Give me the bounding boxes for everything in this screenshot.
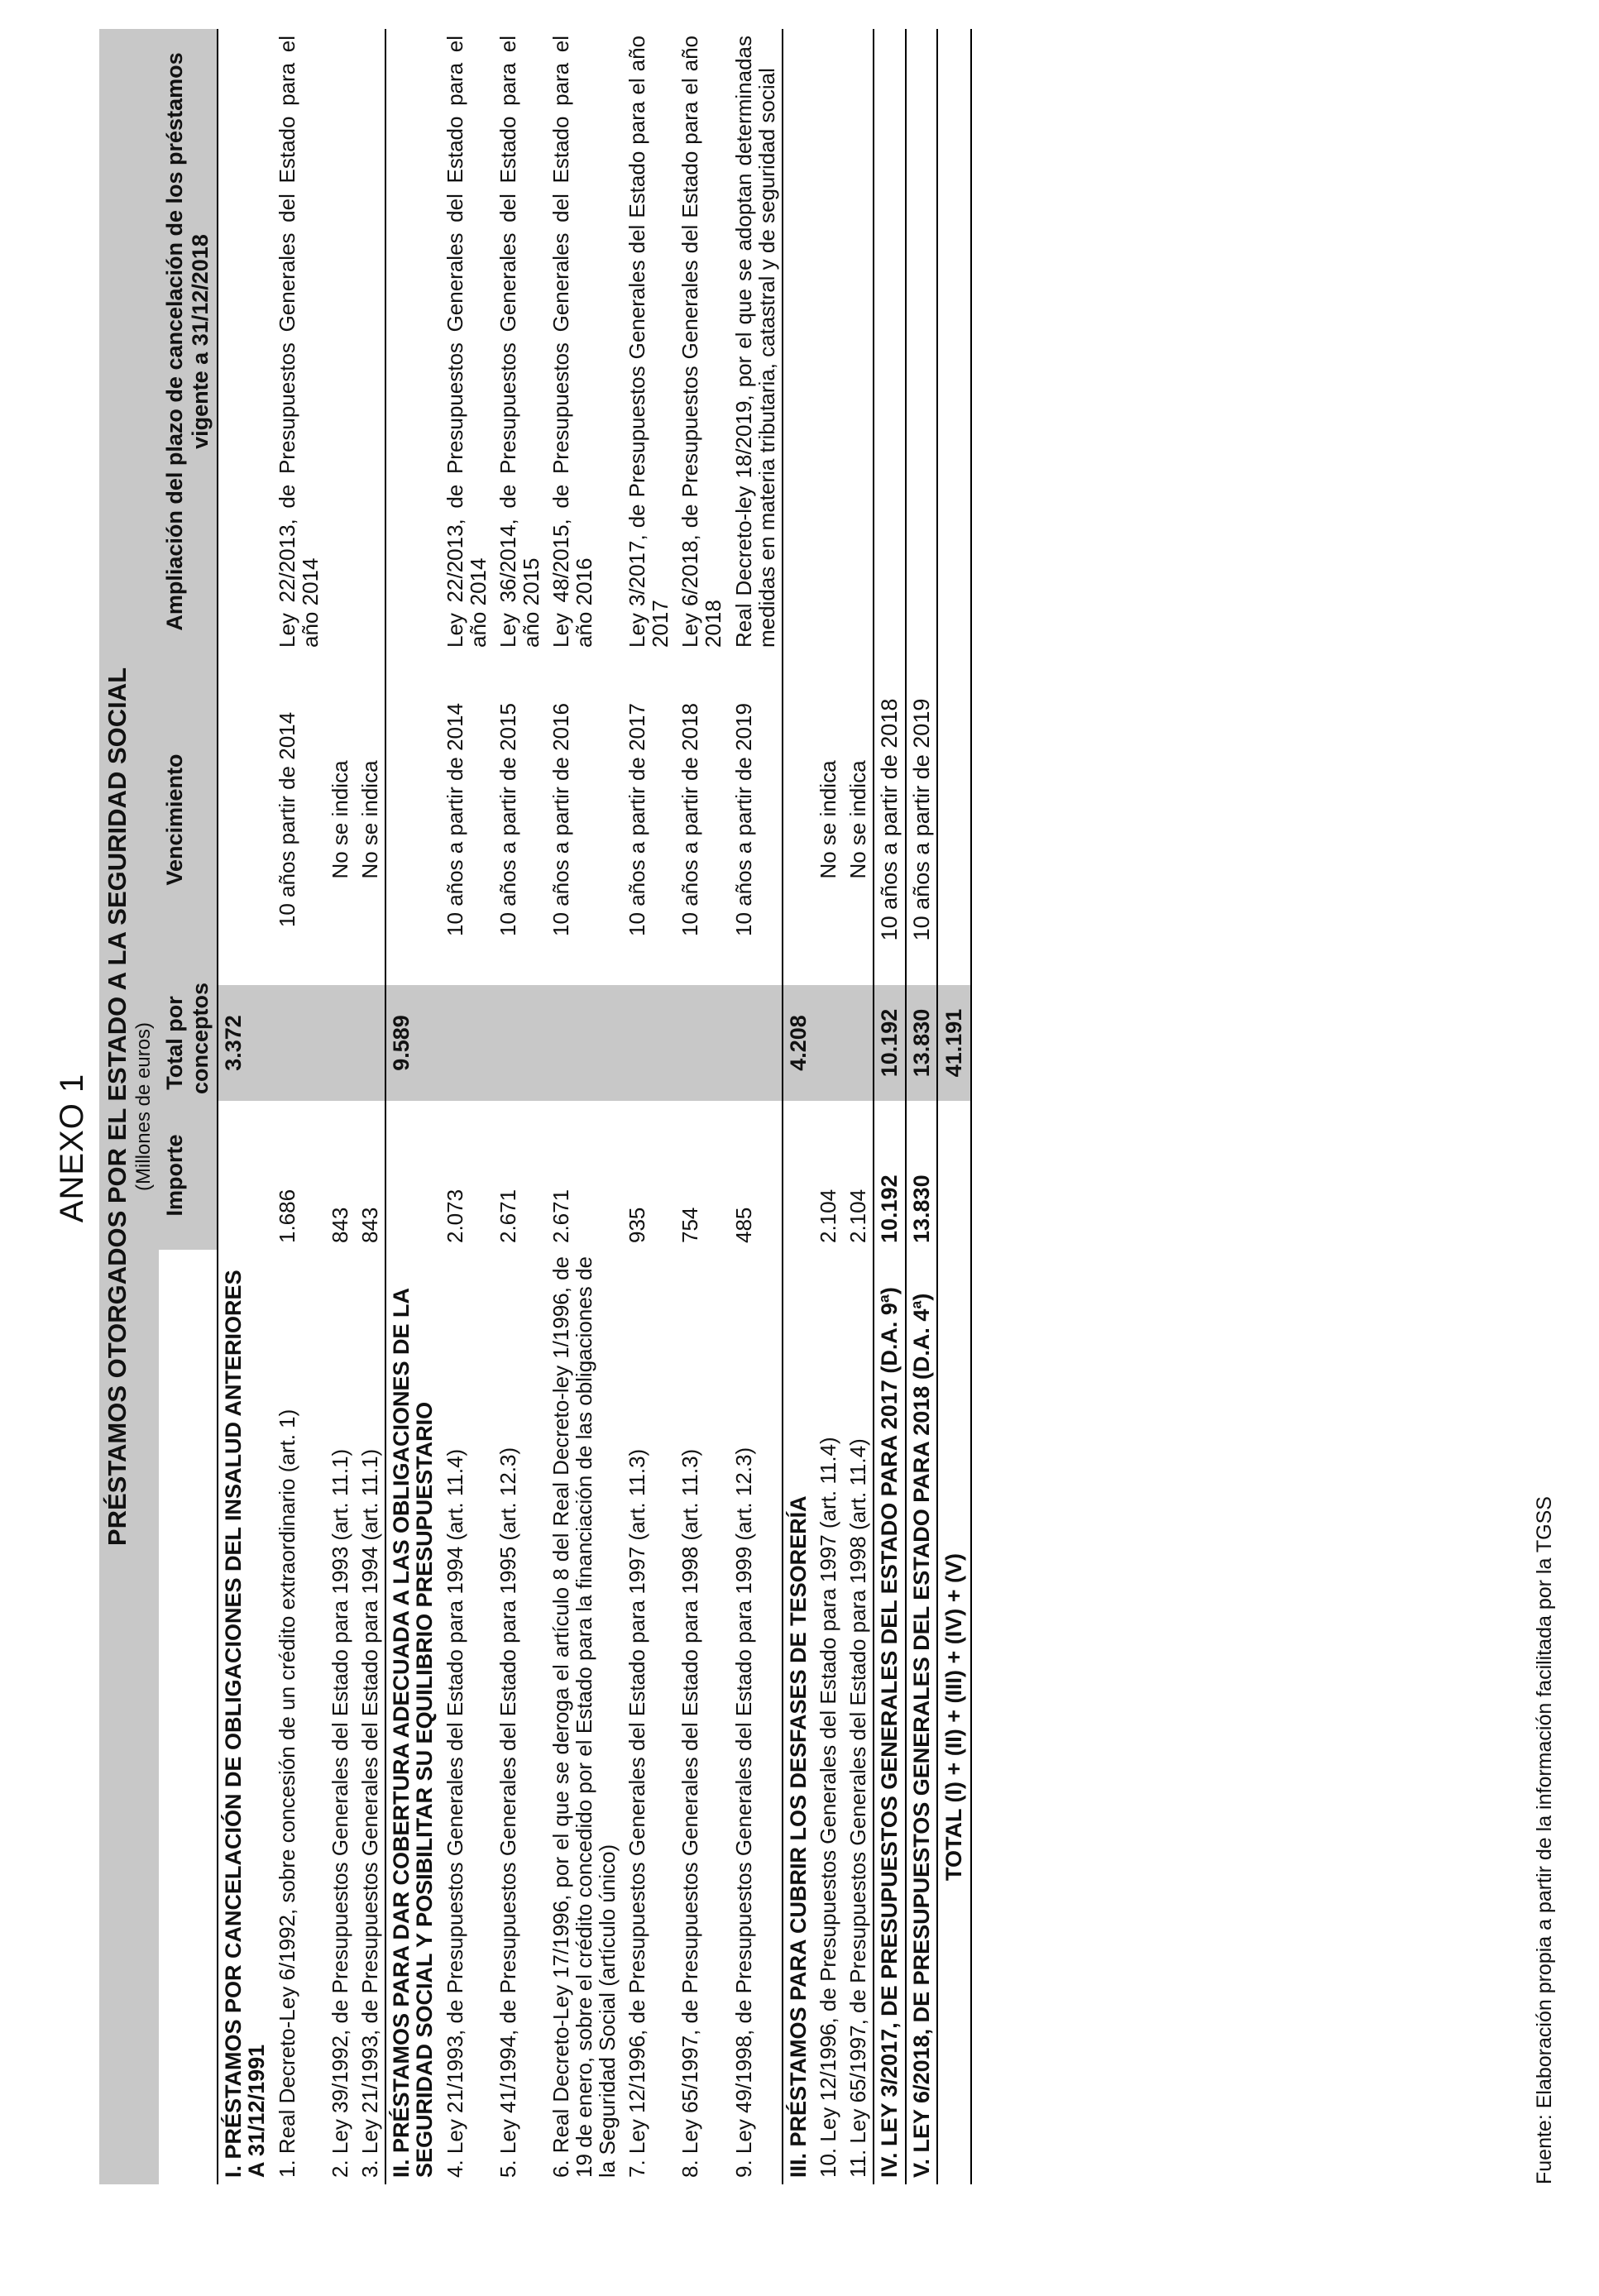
item-vencimiento: 10 años a partir de 2019 <box>730 703 756 936</box>
item-total-empty <box>675 985 728 1101</box>
item-importe: 2.104 <box>816 1189 841 1243</box>
item-vencimiento: 10 años a partir de 2014 <box>442 703 467 936</box>
total-value: 41.191 <box>937 985 971 1101</box>
section-total: 9.589 <box>385 985 440 1101</box>
item-vencimiento: No se indica <box>357 760 382 879</box>
section-venc-empty <box>218 654 272 985</box>
item-description: 5. Ley 41/1994, de Presupuestos Generales del Estado para 1995 (art. 12.3) <box>495 1447 520 2178</box>
item-importe: 2.671 <box>495 1189 520 1243</box>
item-vencimiento: No se indica <box>845 760 871 879</box>
item-importe: 754 <box>677 1207 703 1243</box>
item-importe: 843 <box>357 1207 382 1243</box>
item-total-empty <box>272 985 325 1101</box>
item-vencimiento: 10 años a partir de 2017 <box>625 703 650 936</box>
header-row <box>159 29 218 2184</box>
section-importe-empty <box>385 1101 440 1250</box>
item-total-empty <box>440 985 493 1101</box>
item-ampliacion <box>355 29 385 654</box>
item-vencimiento: 10 años a partir de 2016 <box>548 703 573 936</box>
item-importe: 2.671 <box>548 1189 573 1243</box>
section-ampl-empty <box>783 29 813 654</box>
section-label: II. PRÉSTAMOS PARA DAR COBERTURA ADECUADA A LAS OBLIGACIONES DE LA SEGURIDAD SOCIAL Y POSIBILITAR SU EQUILIBRIO PRESUPUESTARIO <box>385 1250 440 2184</box>
header-ampliacion: Ampliación del plazo de cancelación de los préstamos vigente a 31/12/2018 <box>162 52 213 631</box>
table-title-row <box>99 29 159 2184</box>
section-venc-empty <box>783 654 813 985</box>
item-ampliacion <box>843 29 874 654</box>
item-importe: 2.073 <box>442 1189 467 1243</box>
item-total-empty <box>813 985 843 1101</box>
header-total: Total por conceptos <box>162 982 213 1094</box>
total-venc-empty <box>937 654 971 985</box>
table-title: PRÉSTAMOS OTORGADOS POR EL ESTADO A LA SEGURIDAD SOCIAL <box>103 667 132 1547</box>
item-ampliacion: Real Decreto-ley 18/2019, por el que se adoptan determinadas medidas en materia tributaria, catastral y de seguridad social <box>730 36 779 648</box>
item-ampliacion <box>813 29 843 654</box>
section-ampl-empty <box>218 29 272 654</box>
section-importe-empty <box>783 1101 813 1250</box>
table-subtitle: (Millones de euros) <box>132 1021 155 1192</box>
item-ampliacion: Ley 22/2013, de Presupuestos Generales del Estado para el año 2014 <box>442 36 491 648</box>
item-description: 7. Ley 12/1996, de Presupuestos Generales del Estado para 1997 (art. 11.3) <box>625 1448 650 2178</box>
table-row <box>493 29 546 2184</box>
table-row <box>355 29 385 2184</box>
section-row <box>385 29 440 2184</box>
item-total-empty <box>355 985 385 1101</box>
table-row <box>675 29 728 2184</box>
item-importe: 843 <box>327 1207 352 1243</box>
section-ampl-empty <box>385 29 440 654</box>
item-description: 4. Ley 21/1993, de Presupuestos Generales del Estado para 1994 (art. 11.4) <box>442 1448 467 2178</box>
total-ampl-empty <box>937 29 971 654</box>
section-row <box>218 29 272 2184</box>
section-label: IV. LEY 3/2017, DE PRESUPUESTOS GENERALES DEL ESTADO PARA 2017 (D.A. 9ª) <box>874 1250 905 2184</box>
table-row <box>622 29 675 2184</box>
section-total: 3.372 <box>218 985 272 1101</box>
table-row <box>813 29 843 2184</box>
table-row <box>546 29 622 2184</box>
item-importe: 485 <box>730 1207 756 1243</box>
item-description: 6. Real Decreto-Ley 17/1996, por el que se deroga el artículo 8 del Real Decreto-ley 1/1996, de 19 de enero, sobre el crédito concedido por el Estado para la financiación de las obligaciones de la Seguridad Social (artículo único) <box>548 1256 620 2178</box>
table-row <box>440 29 493 2184</box>
item-vencimiento: No se indica <box>327 760 352 879</box>
table-row <box>272 29 325 2184</box>
total-row <box>937 29 971 2184</box>
item-vencimiento: 10 años partir de 2014 <box>274 711 299 928</box>
section-row <box>783 29 813 2184</box>
item-importe: 935 <box>625 1207 650 1243</box>
item-importe: 2.104 <box>845 1189 871 1243</box>
section-label: V. LEY 6/2018, DE PRESUPUESTOS GENERALES DEL ESTADO PARA 2018 (D.A. 4ª) <box>906 1250 937 2184</box>
item-total-empty <box>843 985 874 1101</box>
item-ampliacion: Ley 3/2017, de Presupuestos Generales del Estado para el año 2017 <box>625 36 673 648</box>
item-description: 1. Real Decreto-Ley 6/1992, sobre concesión de un crédito extraordinario (art. 1) <box>274 1409 299 2178</box>
table-row <box>843 29 874 2184</box>
item-importe: 1.686 <box>274 1189 299 1243</box>
item-total-empty <box>493 985 546 1101</box>
loans-table <box>99 29 972 2184</box>
item-total-empty <box>622 985 675 1101</box>
section-label: III. PRÉSTAMOS PARA CUBRIR LOS DESFASES DE TESORERÍA <box>783 1250 813 2184</box>
section-total: 13.830 <box>906 985 937 1101</box>
item-description: 11. Ley 65/1997, de Presupuestos Generales del Estado para 1998 (art. 11.4) <box>845 1438 871 2178</box>
section-ampl-empty <box>906 29 937 654</box>
item-ampliacion: Ley 6/2018, de Presupuestos Generales del Estado para el año 2018 <box>677 36 726 648</box>
item-ampliacion <box>325 29 355 654</box>
header-vencimiento: Vencimiento <box>162 753 187 886</box>
page-title: ANEXO 1 <box>54 1073 90 1223</box>
item-description: 3. Ley 21/1993, de Presupuestos Generales del Estado para 1994 (art. 11.1) <box>357 1448 382 2178</box>
header-importe: Importe <box>162 1134 187 1217</box>
item-ampliacion: Ley 48/2015, de Presupuestos Generales del Estado para el año 2016 <box>548 36 597 648</box>
item-total-empty <box>546 985 622 1101</box>
total-importe-empty <box>937 1101 971 1250</box>
section-importe-empty <box>218 1101 272 1250</box>
item-ampliacion: Ley 36/2014, de Presupuestos Generales del Estado para el año 2015 <box>495 36 543 648</box>
section-total: 10.192 <box>874 985 905 1101</box>
total-label: TOTAL (I) + (II) + (III) + (IV) + (V) <box>937 1250 971 2184</box>
section-vencimiento: 10 años a partir de 2019 <box>906 654 937 985</box>
item-description: 8. Ley 65/1997, de Presupuestos Generales del Estado para 1998 (art. 11.3) <box>677 1448 703 2178</box>
section-row-section-iv <box>874 29 905 2184</box>
section-importe: 10.192 <box>874 1101 905 1250</box>
section-vencimiento: 10 años a partir de 2018 <box>874 654 905 985</box>
section-total: 4.208 <box>783 985 813 1101</box>
item-vencimiento: 10 años a partir de 2015 <box>495 703 520 936</box>
item-total-empty <box>325 985 355 1101</box>
section-importe: 13.830 <box>906 1101 937 1250</box>
item-ampliacion: Ley 22/2013, de Presupuestos Generales del Estado para el año 2014 <box>274 36 323 648</box>
header-blank <box>159 1250 218 2184</box>
section-row-section-v <box>906 29 937 2184</box>
footnote: Fuente: Elaboración propia a partir de la información facilitada por la TGSS <box>1533 1496 1556 2184</box>
section-ampl-empty <box>874 29 905 654</box>
item-vencimiento: No se indica <box>816 760 841 879</box>
item-description: 2. Ley 39/1992, de Presupuestos Generales del Estado para 1993 (art. 11.1) <box>327 1448 352 2178</box>
table-row <box>729 29 783 2184</box>
item-vencimiento: 10 años a partir de 2018 <box>677 703 703 936</box>
item-total-empty <box>729 985 783 1101</box>
item-description: 9. Ley 49/1998, de Presupuestos Generales del Estado para 1999 (art. 12.3) <box>730 1447 756 2178</box>
section-label: I. PRÉSTAMOS POR CANCELACIÓN DE OBLIGACIONES DEL INSALUD ANTERIORES A 31/12/1991 <box>218 1250 272 2184</box>
item-description: 10. Ley 12/1996, de Presupuestos Generales del Estado para 1997 (art. 11.4) <box>816 1437 841 2178</box>
table-row <box>325 29 355 2184</box>
section-venc-empty <box>385 654 440 985</box>
